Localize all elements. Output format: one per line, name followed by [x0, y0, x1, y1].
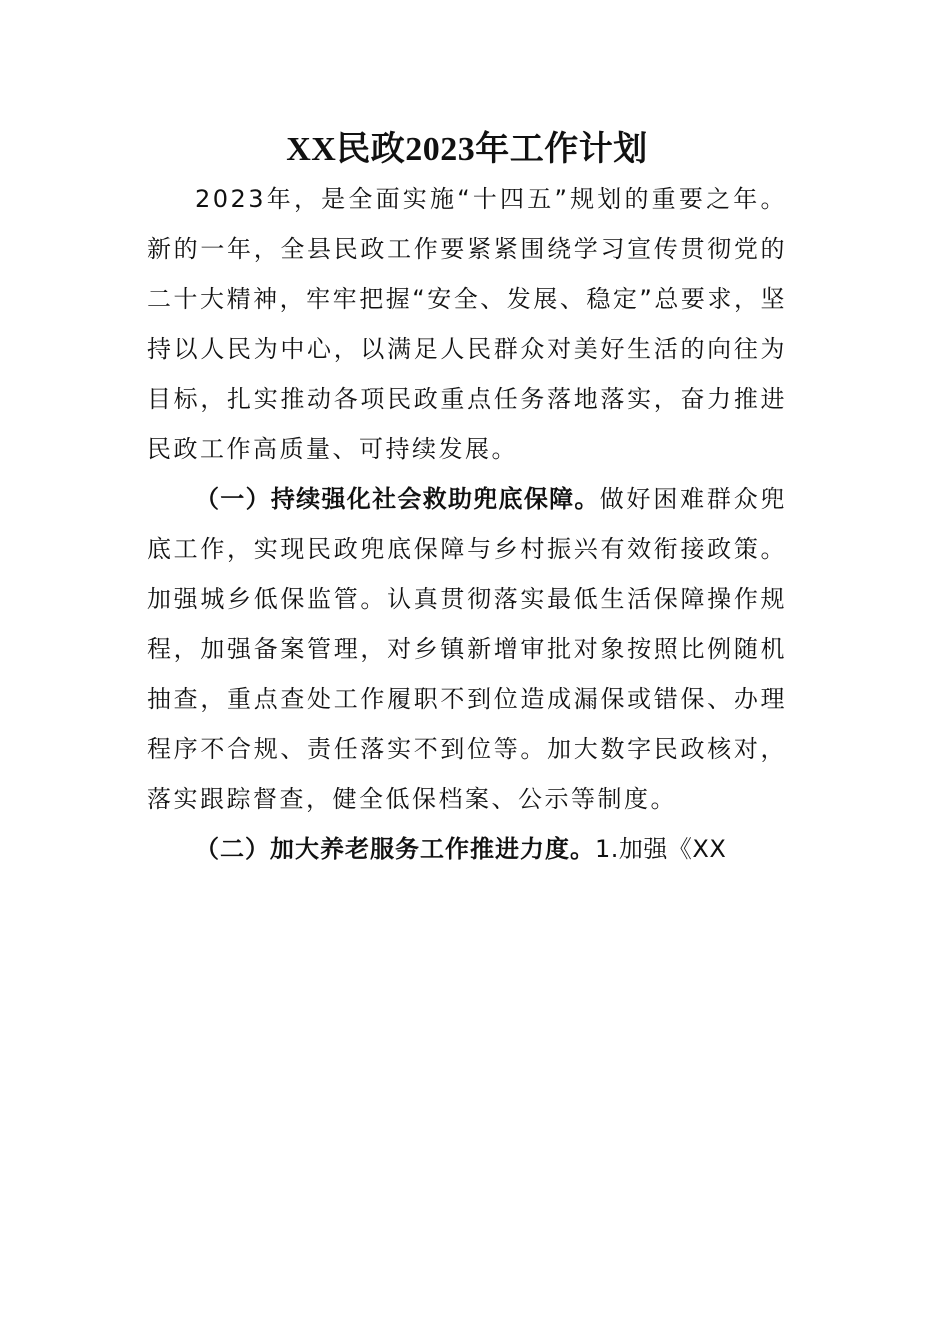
section-heading-2: （二）加大养老服务工作推进力度。 [195, 835, 595, 863]
intro-paragraph: 2023年，是全面实施“十四五”规划的重要之年。新的一年，全县民政工作要紧紧围绕学习宣传贯彻党的二十大精神，牢牢把握“安全、发展、稳定”总要求，坚持以人民为中心，以满足人民群众对美好生活的向往为目标，扎实推动各项民政重点任务落地落实，奋力推进民政工作高质量、可持续发展。 [147, 185, 787, 463]
section-body-2: 1.加强《XX [595, 835, 727, 863]
document-title: XX民政2023年工作计划 [286, 131, 648, 168]
section-paragraph-2 [147, 824, 787, 874]
document-body [147, 126, 787, 874]
section-body-1: 做好困难群众兜底工作，实现民政兜底保障与乡村振兴有效衔接政策。加强城乡低保监管。认真贯彻落实最低生活保障操作规程，加强备案管理，对乡镇新增审批对象按照比例随机抽查，重点查处工作履职不到位造成漏保或错保、办理程序不合规、责任落实不到位等。加大数字民政核对，落实跟踪督查，健全低保档案、公示等制度。 [147, 485, 788, 813]
section-heading-1: （一）持续强化社会救助兜底保障。 [195, 485, 600, 513]
section-paragraph-1 [147, 474, 787, 824]
